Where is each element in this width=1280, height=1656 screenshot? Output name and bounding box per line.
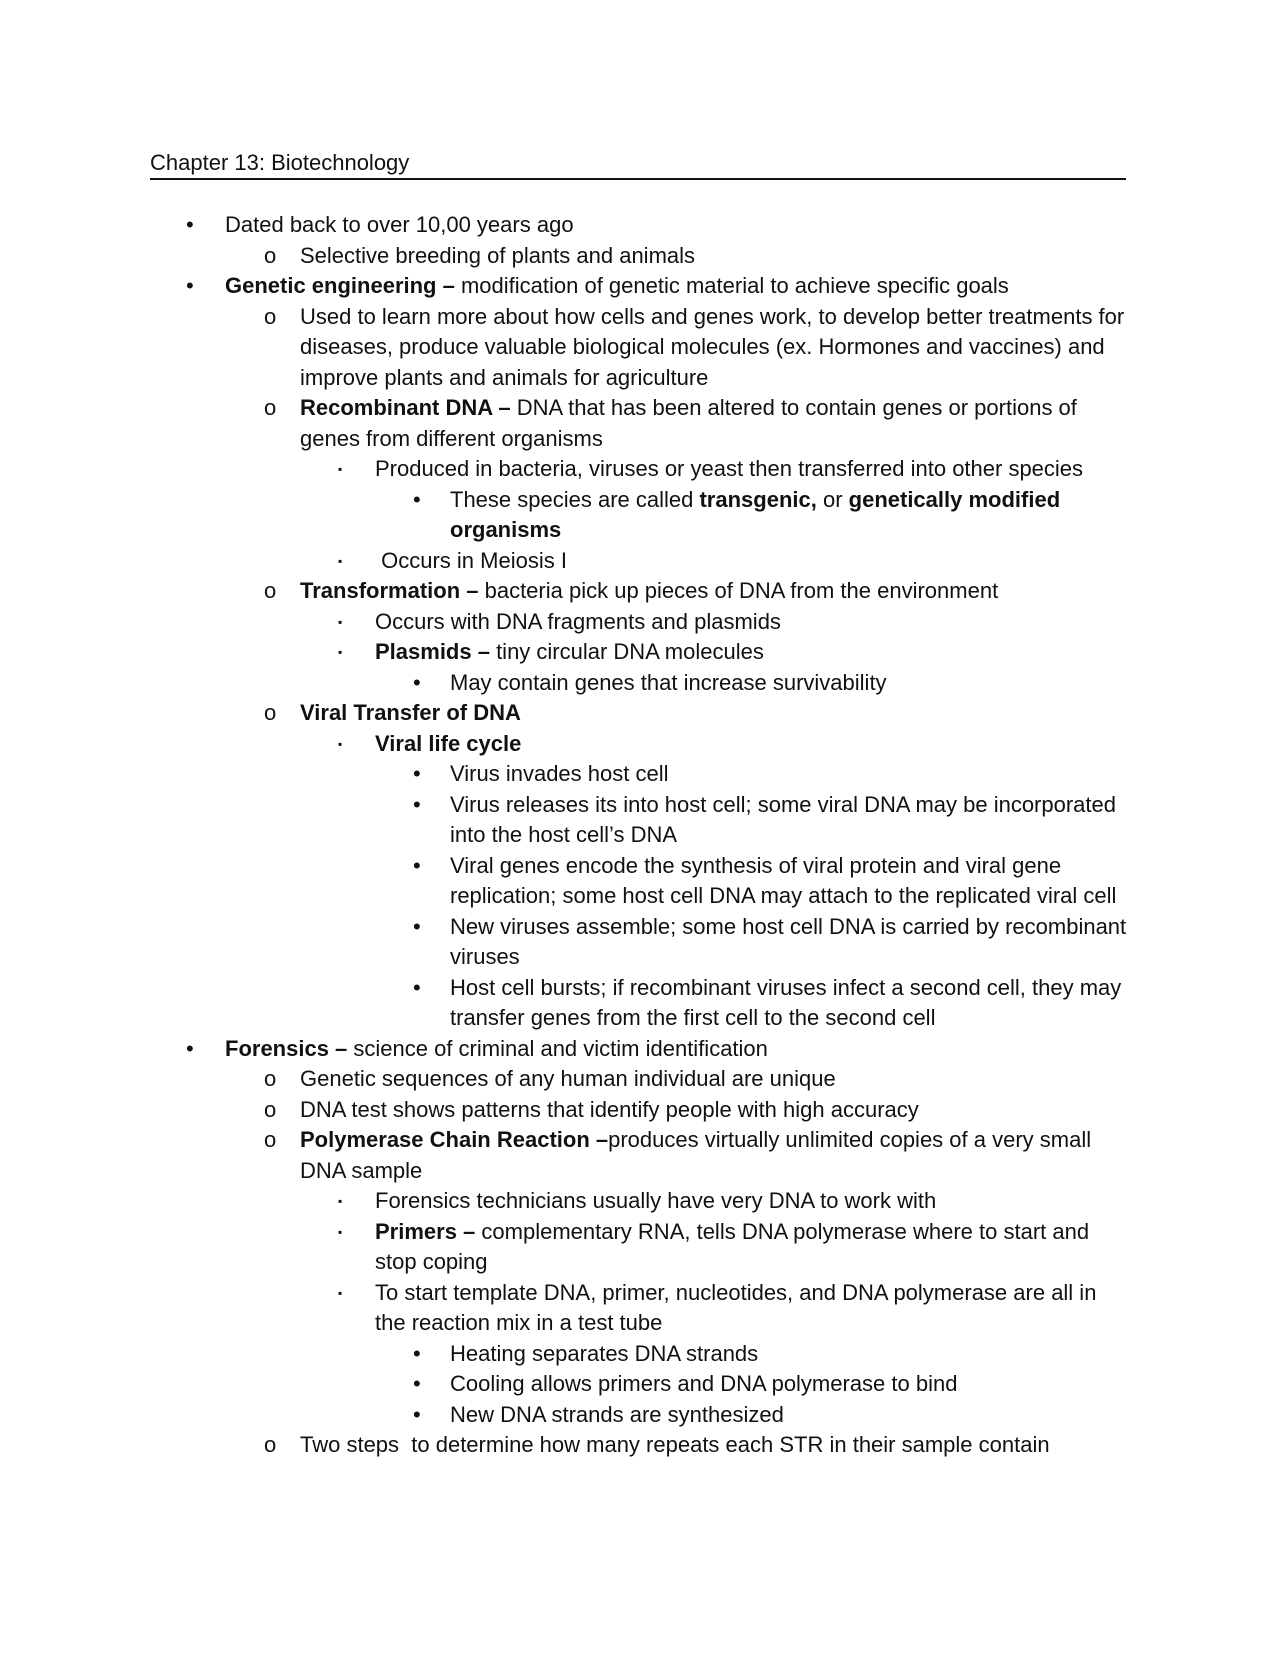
item-text: Genetic sequences of any human individual are unique	[300, 1066, 836, 1091]
item-text: science of criminal and victim identification	[347, 1035, 768, 1061]
bullet-disc-icon: •	[413, 913, 421, 939]
item-term: Plasmids –	[375, 639, 490, 664]
bullet-square-icon: ▪	[338, 614, 343, 629]
item-text: Cooling allows primers and DNA polymerase to bind	[450, 1371, 958, 1396]
item-text: Occurs in Meiosis I	[375, 547, 567, 573]
item-text: Virus invades host cell	[450, 761, 669, 786]
bullet-square-icon: ▪	[338, 736, 343, 751]
item-text: modification of genetic material to achieve specific goals	[454, 273, 1009, 298]
bullet-circle-icon: o	[264, 1127, 277, 1152]
bullet-disc-icon: •	[413, 974, 421, 1000]
item-term: Primers –	[375, 1218, 476, 1244]
bullet-circle-icon: o	[264, 1096, 277, 1122]
item-text: complementary RNA, tells DNA polymerase where to start and stop coping	[375, 1218, 1090, 1274]
item-text: Two steps to determine how many repeats each STR in their sample contain	[300, 1432, 1050, 1457]
item-text: Occurs with DNA fragments and plasmids	[375, 608, 781, 634]
page-title: Chapter 13: Biotechnology	[150, 150, 1126, 180]
item-text: Virus releases its into host cell; some viral DNA may be incorporated into the host cell’s DNA	[450, 791, 1116, 847]
bullet-disc-icon: •	[413, 1401, 421, 1427]
item-text: bacteria pick up pieces of DNA from the environment	[478, 578, 999, 603]
list-item	[0, 1034, 1131, 1065]
list-item	[0, 1278, 1131, 1339]
bullet-circle-icon: o	[264, 1432, 277, 1457]
item-term: Transformation –	[300, 578, 479, 603]
bullet-disc-icon: •	[413, 791, 421, 817]
bullet-disc-icon: •	[186, 212, 194, 237]
item-text: tiny circular DNA molecules	[489, 639, 764, 664]
item-text: To start template DNA, primer, nucleotides, and DNA polymerase are all in the reaction mix in a test tube	[375, 1279, 1097, 1335]
list-item	[0, 1339, 1131, 1370]
item-text: Selective breeding of plants and animals	[300, 242, 696, 268]
item-text: Heating separates DNA strands	[450, 1340, 759, 1366]
list-item	[0, 1430, 1131, 1461]
list-item	[0, 271, 1131, 302]
list-item	[0, 668, 1131, 699]
outline-list	[0, 210, 1280, 1461]
bullet-circle-icon: o	[264, 700, 277, 725]
item-term: Recombinant DNA –	[300, 395, 511, 420]
item-term: Viral life cycle	[375, 730, 522, 756]
item-text: Used to learn more about how cells and genes work, to develop better treatments for diseases, produce valuable biological molecules (ex. Hormones and vaccines) and improve plants and animals for agriculture	[300, 303, 1125, 390]
bullet-square-icon: ▪	[338, 1285, 343, 1300]
bullet-disc-icon: •	[186, 273, 194, 298]
list-item	[0, 912, 1131, 973]
item-text: Viral genes encode the synthesis of viral protein and viral gene replication; some host cell DNA may attach to the replicated viral cell	[450, 852, 1117, 908]
list-item	[0, 302, 1131, 394]
item-text: New DNA strands are synthesized	[450, 1401, 784, 1427]
bullet-square-icon: ▪	[338, 462, 343, 476]
list-item	[0, 210, 1131, 241]
list-item	[0, 546, 1131, 577]
item-term: genetically modified organisms	[450, 486, 1061, 542]
list-item	[0, 1125, 1131, 1186]
bullet-disc-icon: •	[186, 1035, 194, 1061]
list-item	[0, 1095, 1131, 1126]
bullet-circle-icon: o	[264, 303, 277, 329]
item-text: produces virtually unlimited copies of a very small DNA sample	[300, 1127, 1092, 1183]
bullet-circle-icon: o	[264, 395, 277, 420]
item-text: Produced in bacteria, viruses or yeast then transferred into other species	[375, 456, 1084, 481]
list-item	[0, 759, 1131, 790]
item-text: Host cell bursts; if recombinant viruses infect a second cell, they may transfer genes from the first cell to the second cell	[450, 974, 1122, 1030]
list-item	[0, 454, 1131, 485]
list-item	[0, 790, 1131, 851]
item-text: New viruses assemble; some host cell DNA is carried by recombinant viruses	[450, 913, 1127, 969]
list-item	[0, 607, 1131, 638]
list-item	[0, 241, 1131, 272]
item-term: transgenic,	[699, 486, 817, 512]
bullet-square-icon: ▪	[338, 645, 343, 659]
bullet-circle-icon: o	[264, 1066, 277, 1091]
bullet-disc-icon: •	[413, 669, 421, 695]
item-term: Polymerase Chain Reaction –	[300, 1127, 609, 1152]
item-term: Genetic engineering –	[225, 273, 455, 298]
list-item	[0, 698, 1131, 729]
item-text: Dated back to over 10,00 years ago	[225, 212, 574, 237]
list-item	[0, 485, 1131, 546]
item-term: Forensics –	[225, 1035, 348, 1061]
list-item	[0, 576, 1131, 607]
item-text: DNA that has been altered to contain genes or portions of genes from different organisms	[300, 395, 1077, 451]
item-text: or	[816, 486, 849, 512]
bullet-circle-icon: o	[264, 578, 277, 603]
item-text: Forensics technicians usually have very DNA to work with	[375, 1188, 937, 1213]
bullet-disc-icon: •	[413, 486, 421, 512]
bullet-disc-icon: •	[413, 852, 421, 878]
bullet-disc-icon: •	[413, 1371, 421, 1396]
list-item	[0, 1186, 1131, 1217]
bullet-circle-icon: o	[264, 242, 277, 268]
list-item	[0, 851, 1131, 912]
bullet-disc-icon: •	[413, 761, 421, 786]
item-text: These species are called	[450, 486, 700, 512]
list-item	[0, 1400, 1131, 1431]
list-item	[0, 729, 1131, 760]
bullet-square-icon: ▪	[338, 1224, 343, 1239]
item-text: DNA test shows patterns that identify people with high accuracy	[300, 1096, 919, 1122]
item-term: Viral Transfer of DNA	[300, 700, 521, 725]
list-item	[0, 1217, 1131, 1278]
list-item	[0, 973, 1131, 1034]
bullet-square-icon: ▪	[338, 1194, 343, 1208]
list-item	[0, 637, 1131, 668]
list-item	[0, 393, 1131, 454]
list-item	[0, 1064, 1131, 1095]
bullet-disc-icon: •	[413, 1340, 421, 1366]
item-text: May contain genes that increase survivability	[450, 669, 887, 695]
bullet-square-icon: ▪	[338, 553, 343, 568]
list-item	[0, 1369, 1131, 1400]
